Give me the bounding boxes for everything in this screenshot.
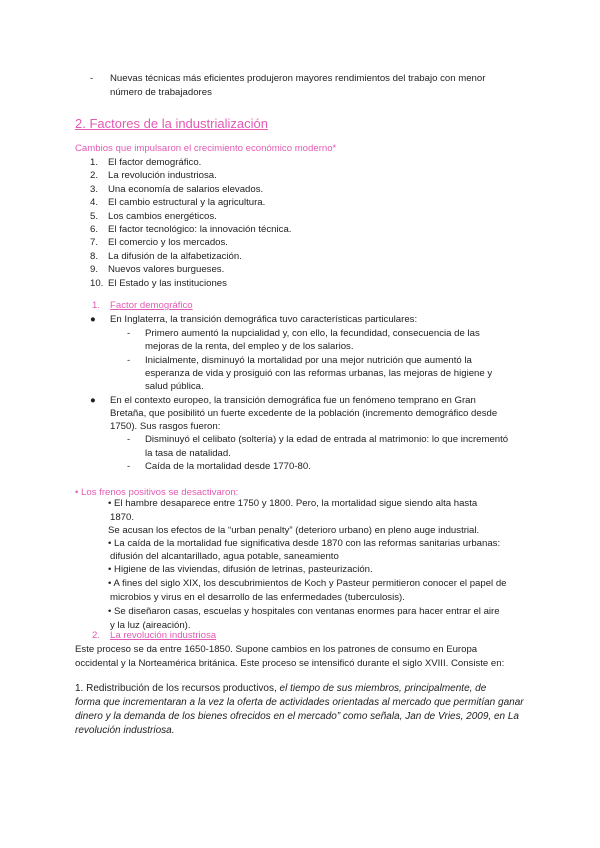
factor-item: El comercio y los mercados. <box>108 237 228 249</box>
factor-number: 7. <box>90 237 99 249</box>
frenos-line: • El hambre desaparece entre 1750 y 1800. Pero, la mortalidad sigue siendo alta hasta <box>108 498 478 509</box>
factor-number: 3. <box>90 183 99 195</box>
frenos-line: • Higiene de las viviendas, difusión de letrinas, pasteurización. <box>108 564 373 575</box>
quote-line <box>75 683 486 694</box>
factor-item: El factor tecnológico: la innovación técnica. <box>108 224 292 235</box>
frenos-line: difusión del alcantarillado, agua potable, saneamiento <box>110 551 339 562</box>
factor-item: Nuevos valores burgueses. <box>108 264 225 276</box>
factor-item: El Estado y las instituciones <box>108 277 227 289</box>
factor-item: La revolución industriosa. <box>108 170 217 182</box>
text-line: esperanza de vida y prosiguió con las reformas urbanas, las mejoras de higiene y <box>145 368 493 379</box>
bullet-icon: ● <box>90 395 96 406</box>
dash-bullet: - <box>127 461 131 472</box>
quote-line: revolución industriosa. <box>75 725 175 736</box>
quote-italic: el tiempo de sus miembros, principalmente, de <box>279 683 487 694</box>
frenos-title: • Los frenos positivos se desactivaron: <box>75 487 239 498</box>
factor-item: La difusión de la alfabetización. <box>108 250 242 262</box>
factor-item: El factor demográfico. <box>108 157 202 168</box>
factor-number: 9. <box>90 264 99 276</box>
factor-number: 5. <box>90 210 99 222</box>
sub2-paragraph-line: occidental y la Norteamérica británica. Este proceso se intensificó durante el siglo XVIII. Consiste en: <box>75 658 505 669</box>
factor-number: 8. <box>90 250 99 262</box>
text-line: Caída de la mortalidad desde 1770-80. <box>145 461 311 472</box>
section-intro: Cambios que impulsaron el crecimiento económico moderno* <box>75 143 337 154</box>
sub2-number: 2. <box>92 630 101 641</box>
factor-item: Los cambios energéticos. <box>108 210 217 222</box>
factor-number: 6. <box>90 224 99 235</box>
frenos-line: • A fines del siglo XIX, los descubrimientos de Koch y Pasteur permitieron conocer el papel de <box>108 578 507 589</box>
sub1-number: 1. <box>92 300 101 311</box>
top-item-line: número de trabajadores <box>110 87 212 98</box>
factor-number: 1. <box>90 157 99 168</box>
text-line: En el contexto europeo, la transición demográfica fue un fenómeno temprano en Gran <box>110 395 476 406</box>
text-line: 1750). Sus rasgos fueron: <box>110 421 221 432</box>
bullet-icon: ● <box>90 314 96 325</box>
sub2-paragraph-line: Este proceso se da entre 1650-1850. Supone cambios en los patrones de consumo en Europa <box>75 644 478 655</box>
frenos-line: 1870. <box>110 512 135 523</box>
factor-number: 10. <box>90 277 104 289</box>
top-item-line: Nuevas técnicas más eficientes produjeron mayores rendimientos del trabajo con menor <box>110 73 486 84</box>
dash-bullet: - <box>127 328 131 339</box>
quote-line: forma que incrementaran a la vez la oferta de actividades orientadas al mercado que permitían ganar <box>75 697 524 708</box>
frenos-line: • Se diseñaron casas, escuelas y hospitales con ventanas enormes para hacer entrar el aire <box>108 606 500 617</box>
factor-number: 4. <box>90 197 99 209</box>
sub2-title: La revolución industriosa <box>110 630 217 641</box>
text-line: mejoras de la renta, del empleo y de los salarios. <box>145 341 354 352</box>
text-line: Bretaña, que posibilitó un fuerte excedente de la población (incremento demográfico desde <box>110 408 498 419</box>
factor-item: El cambio estructural y la agricultura. <box>108 197 266 209</box>
text-line: Inicialmente, disminuyó la mortalidad por una mejor nutrición que aumentó la <box>145 355 472 366</box>
section-title: 2. Factores de la industrialización <box>75 116 268 131</box>
text-line: Disminuyó el celibato (soltería) y la edad de entrada al matrimonio: lo que incrementó <box>145 434 509 445</box>
factor-number: 2. <box>90 170 99 182</box>
factor-item: Una economía de salarios elevados. <box>108 183 264 195</box>
dash-bullet: - <box>127 434 131 445</box>
sub1-title: Factor demográfico <box>110 300 193 311</box>
text-line: salud pública. <box>145 381 204 392</box>
frenos-line: Se acusan los efectos de la “urban penalty” (deterioro urbano) en pleno auge industrial. <box>108 525 480 536</box>
quote-line: dinero y la demanda de los bienes ofrecidos en el mercado” como señala, Jan de Vries, 2009, en La <box>75 711 519 722</box>
text-line: Primero aumentó la nupcialidad y, con ello, la fecundidad, consecuencia de las <box>145 328 480 339</box>
frenos-line: y la luz (aireación). <box>110 620 191 631</box>
text-line: la tasa de natalidad. <box>145 448 231 459</box>
sub1-bullet1: En Inglaterra, la transición demográfica tuvo características particulares: <box>110 314 418 325</box>
dash-bullet: - <box>90 73 94 84</box>
frenos-line: • La caída de la mortalidad fue significativa desde 1870 con las reformas sanitarias urbanas: <box>108 538 501 549</box>
quote-start: 1. Redistribución de los recursos productivos, <box>75 683 280 694</box>
frenos-line: microbios y virus en el desarrollo de las enfermedades (tuberculosis). <box>110 592 405 603</box>
dash-bullet: - <box>127 355 131 366</box>
